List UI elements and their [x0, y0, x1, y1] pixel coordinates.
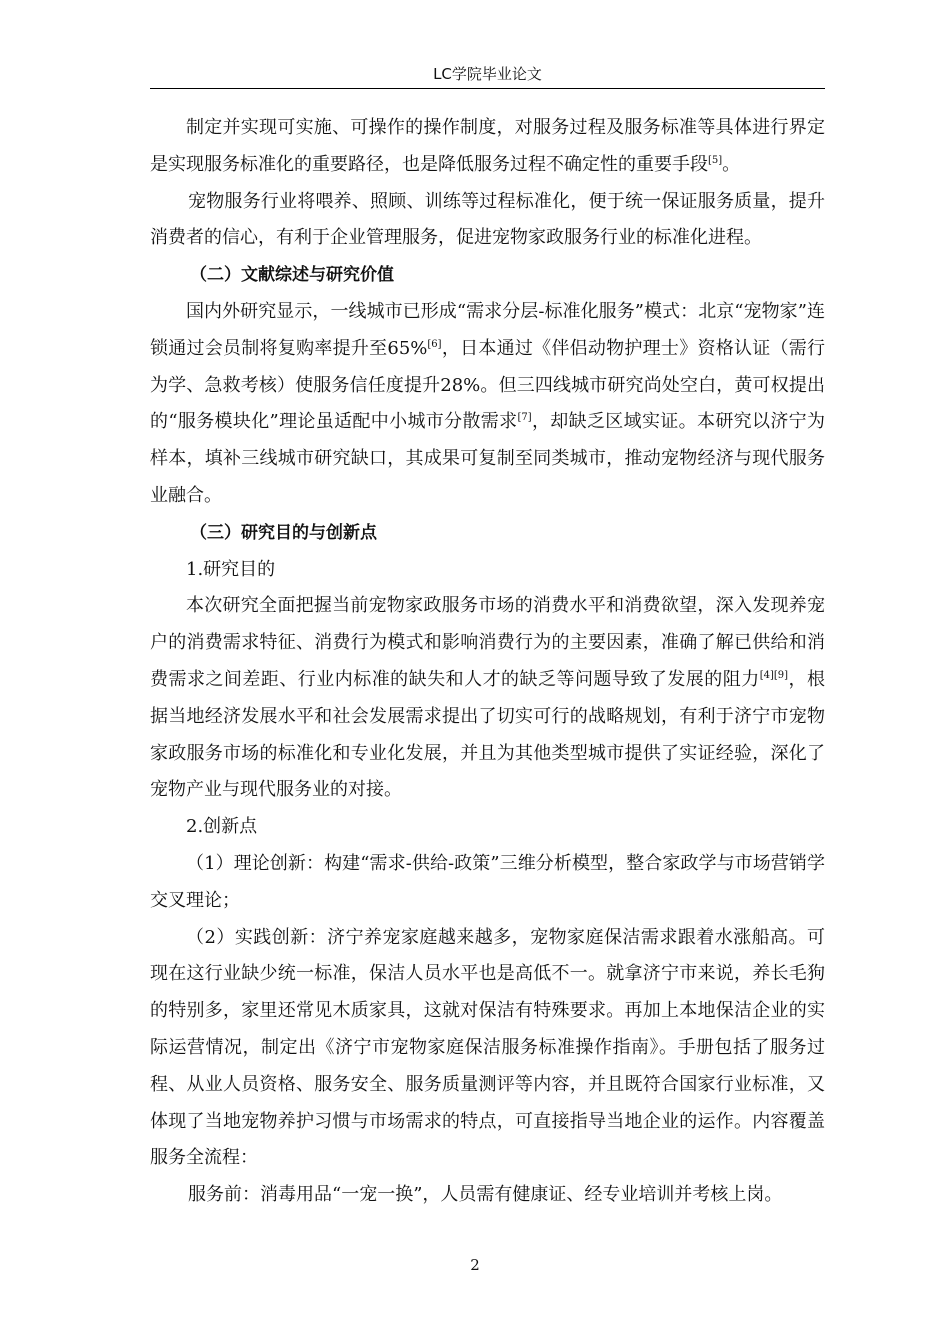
- paragraph-before-service: 服务前：消毒用品“一宠一换”，人员需有健康证、经专业培训并考核上岗。: [188, 1184, 783, 1206]
- paragraph-theory-innovation: （1）理论创新：构建“需求-供给-政策”三维分析模型，整合家政学与市场营销学交叉理论；: [150, 852, 825, 911]
- paragraph-practice-innovation: （2）实践创新：济宁养宠家庭越来越多，宠物家庭保洁需求跟着水涨船高。可现在这行业缺少统一标准，保洁人员水平也是高低不一。就拿济宁市来说，养长毛狗的特别多，家里还常见木质家具，这就对保洁有特殊要求。再加上本地保洁企业的实际运营情况，制定出《济宁市宠物家庭保洁服务标准操作指南》。手册包括了服务过程、从业人员资格、服务安全、服务质量测评等内容，并且既符合国家行业标准，又体现了当地宠物养护习惯与市场需求的特点，可直接指导当地企业的运作。内容覆盖服务全流程：: [150, 926, 825, 1169]
- section-heading-objectives: （三）研究目的与创新点: [190, 522, 377, 543]
- paragraph-pet-service-standardization: 宠物服务行业将喂养、照顾、训练等过程标准化，便于统一保证服务质量，提升消费者的信心，有利于企业管理服务，促进宠物家政服务行业的标准化进程。: [150, 190, 825, 249]
- subheading-innovation: 2.创新点: [186, 816, 258, 838]
- section-heading-literature-review: （二）文献综述与研究价值: [190, 265, 394, 286]
- citation: [4][9]: [759, 669, 789, 681]
- page-header: LC学院毕业论文: [433, 65, 542, 83]
- citation: [6]: [427, 338, 442, 350]
- document-body: [150, 110, 825, 1214]
- subheading-research-purpose: 1.研究目的: [186, 558, 276, 580]
- paragraph-standardization-path: 制定并实现可实施、可操作的操作制度，对服务过程及服务标准等具体进行界定是实现服务标准化的重要路径，也是降低服务过程不确定性的重要手段[5]。: [150, 117, 825, 175]
- citation: [7]: [517, 412, 532, 424]
- paragraph-research-purpose: 本次研究全面把握当前宠物家政服务市场的消费水平和消费欲望，深入发现养宠户的消费需求特征、消费行为模式和影响消费行为的主要因素，准确了解已供给和消费需求之间差距、行业内标准的缺失和人才的缺乏等问题导致了发展的阻力[4][9]，根据当地经济发展水平和社会发展需求提出了切实可行的战略规划，有利于济宁市宠物家政服务市场的标准化和专业化发展，并且为其他类型城市提供了实证经验，深化了宠物产业与现代服务业的对接。: [150, 595, 825, 801]
- header-rule: [150, 88, 825, 89]
- paragraph-literature-review: 国内外研究显示，一线城市已形成“需求分层-标准化服务”模式：北京“宠物家”连锁通过会员制将复购率提升至65%[6]，日本通过《伴侣动物护理士》资格认证（需行为学、急救考核）使服务信任度提升28%。但三四线城市研究尚处空白，黄可权提出的“服务模块化”理论虽适配中小城市分散需求[7]，却缺乏区域实证。本研究以济宁为样本，填补三线城市研究缺口，其成果可复制至同类城市，推动宠物经济与现代服务业融合。: [150, 300, 826, 506]
- page-number: 2: [470, 1256, 480, 1274]
- citation: [5]: [708, 154, 723, 166]
